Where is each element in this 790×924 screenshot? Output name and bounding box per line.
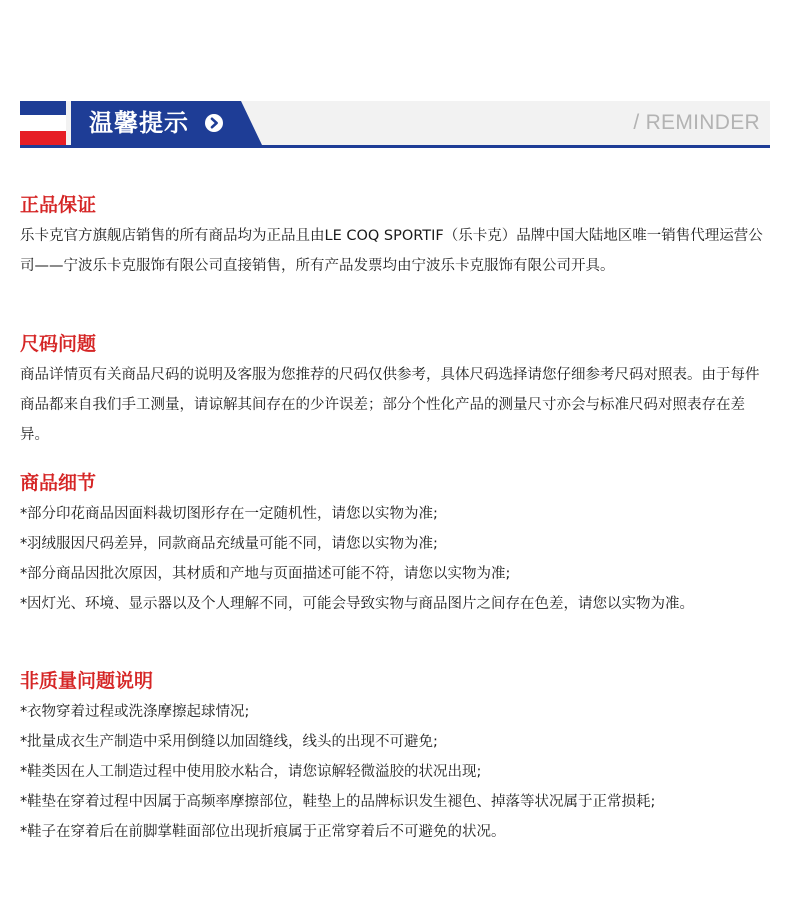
play-circle-icon <box>205 114 223 132</box>
list-item-text: 鞋垫在穿着过程中因属于高频率摩擦部位，鞋垫上的品牌标识发生褪色、掉落等状况属于正常损耗; <box>27 794 656 810</box>
list-item <box>20 589 772 619</box>
bullet-star: * <box>20 824 28 840</box>
flag-red-stripe <box>20 131 66 145</box>
nonquality-list <box>20 697 772 847</box>
section-title: 商品细节 <box>20 472 97 494</box>
list-item-text: 鞋类因在人工制造过程中使用胶水粘合，请您谅解轻微溢胶的状况出现; <box>27 764 482 780</box>
bullet-star: * <box>20 794 28 810</box>
header-underline <box>20 145 770 148</box>
list-item <box>20 787 772 817</box>
section-title: 正品保证 <box>20 194 97 216</box>
flag-blue-stripe <box>20 101 66 115</box>
flag-white-stripe <box>20 115 66 131</box>
section-title: 非质量问题说明 <box>20 670 154 692</box>
french-flag-icon <box>20 101 66 145</box>
list-item <box>20 697 772 727</box>
reminder-subtitle: / REMINDER <box>633 111 760 134</box>
bullet-star: * <box>20 566 28 582</box>
section-body: 乐卡克官方旗舰店销售的所有商品均为正品且由LE COQ SPORTIF（乐卡克）品牌中国大陆地区唯一销售代理运营公司——宁波乐卡克服饰有限公司直接销售，所有产品发票均由宁波乐卡克服饰有限公司开具。 <box>20 228 763 274</box>
list-item-text: 部分印花商品因面料裁切图形存在一定随机性，请您以实物为准; <box>27 506 438 522</box>
list-item <box>20 559 772 589</box>
reminder-header <box>20 101 770 147</box>
list-item-text: 批量成衣生产制造中采用倒缝以加固缝线，线头的出现不可避免; <box>27 734 438 750</box>
section-authentic-guarantee <box>20 191 772 281</box>
section-body: 商品详情页有关商品尺码的说明及客服为您推荐的尺码仅供参考，具体尺码选择请您仔细参考尺码对照表。由于每件商品都来自我们手工测量，请谅解其间存在的少许误差；部分个性化产品的测量尺寸亦会与标准尺码对照表存在差异。 <box>20 367 760 443</box>
list-item-text: 因灯光、环境、显示器以及个人理解不同，可能会导致实物与商品图片之间存在色差，请您以实物为准。 <box>27 596 694 612</box>
list-item <box>20 499 772 529</box>
list-item <box>20 757 772 787</box>
list-item-text: 部分商品因批次原因，其材质和产地与页面描述可能不符，请您以实物为准; <box>27 566 511 582</box>
bullet-star: * <box>20 536 28 552</box>
bullet-star: * <box>20 764 28 780</box>
bullet-star: * <box>20 596 28 612</box>
section-size-issues <box>20 330 772 450</box>
page-title: 温馨提示 <box>89 109 189 137</box>
bullet-star: * <box>20 704 28 720</box>
section-title: 尺码问题 <box>20 333 97 355</box>
details-list <box>20 499 772 619</box>
list-item <box>20 727 772 757</box>
bullet-star: * <box>20 506 28 522</box>
bullet-star: * <box>20 734 28 750</box>
list-item <box>20 529 772 559</box>
section-product-details <box>20 469 772 619</box>
list-item <box>20 817 772 847</box>
section-non-quality-issues <box>20 667 772 847</box>
list-item-text: 衣物穿着过程或洗涤摩擦起球情况; <box>27 704 250 720</box>
list-item-text: 鞋子在穿着后在前脚掌鞋面部位出现折痕属于正常穿着后不可避免的状况。 <box>27 824 506 840</box>
list-item-text: 羽绒服因尺码差异，同款商品充绒量可能不同，请您以实物为准; <box>27 536 438 552</box>
